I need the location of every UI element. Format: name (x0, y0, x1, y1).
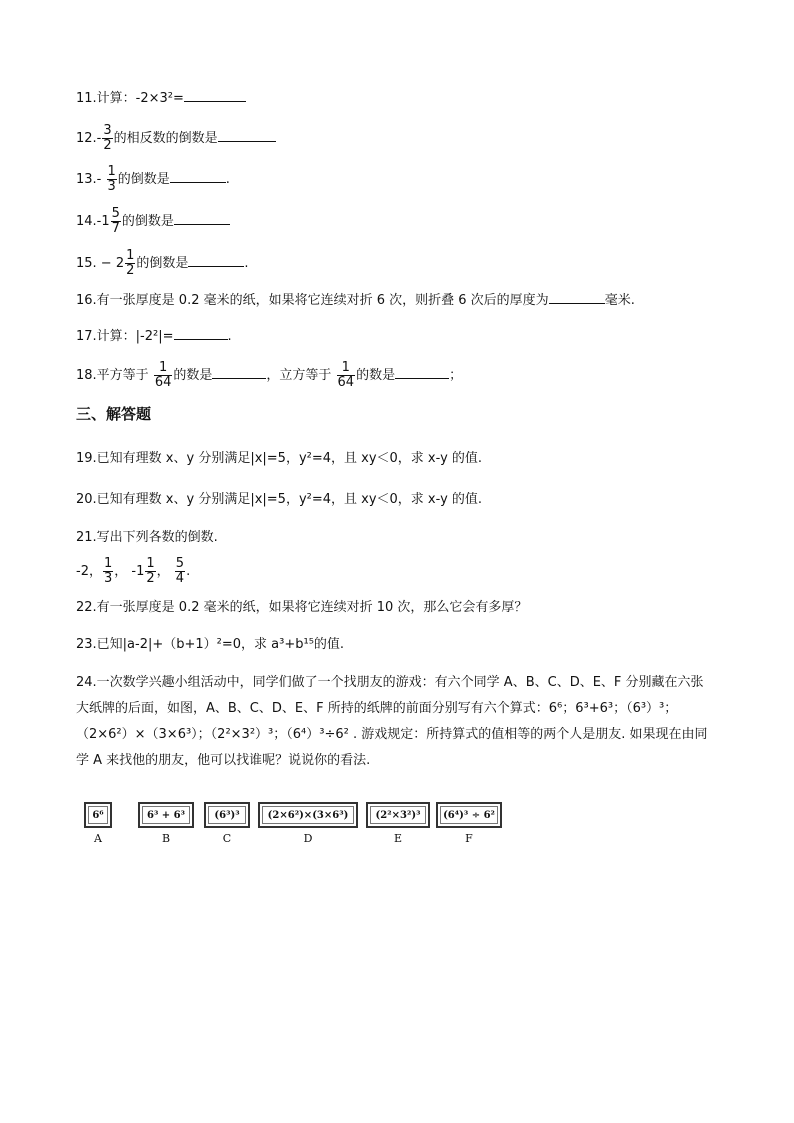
section-title: 三、解答题 (76, 405, 152, 423)
card-b (138, 802, 194, 828)
question-17-text: 17.计算：|-2²|= (76, 329, 174, 344)
fraction (145, 557, 155, 586)
question-12-prefix: 12.- (76, 131, 102, 146)
card-expression: (6⁴)³ ÷ 6² (443, 809, 495, 821)
question-20: 20.已知有理数 x、y 分别满足|x|=5，y²=4，且 xy＜0，求 x-y 的值. (76, 492, 483, 507)
fraction-denominator: 2 (126, 263, 135, 278)
card-label: F (465, 832, 473, 845)
fraction (107, 165, 117, 194)
question-14-suffix: 的倒数是 (121, 214, 174, 229)
question-21: 21.写出下列各数的倒数. (76, 530, 218, 545)
fraction-numerator: 1 (103, 556, 113, 571)
answer-blank (174, 327, 228, 340)
question-24: 24.一次数学兴趣小组活动中，同学们做了一个找朋友的游戏：有六个同学 A、B、C、D、E、F 分别藏在六张大纸牌的后面，如图，A、B、C、D、E、F 所持的纸牌的前面分别写有六个算式：6⁶；6³+6³；（6³）³；（2×6²）×（3×6³）；（2²×3²）³；（6⁴）³÷6² . 游戏规定：所持算式的值相等的两个人是朋友. 如果现在由同学 A 来找他的朋友，他可以找谁呢？说说你的看法. (76, 675, 708, 768)
fraction (102, 124, 112, 153)
question-11-text: 11.计算：-2×3²= (76, 91, 184, 106)
question-19: 19.已知有理数 x、y 分别满足|x|=5，y²=4，且 xy＜0，求 x-y 的值. (76, 451, 483, 466)
fraction-denominator: 4 (175, 571, 185, 586)
question-18-mid1: 的数是 (173, 368, 213, 383)
fraction (111, 207, 121, 236)
question-15-prefix: 15. − 2 (76, 256, 125, 271)
card-d (258, 802, 358, 828)
card-expression: 6³ + 6³ (146, 809, 186, 821)
question-14 (76, 207, 230, 236)
card-label: E (393, 832, 403, 845)
question-16-end: 毫米. (604, 293, 635, 308)
question-18 (76, 361, 462, 390)
question-21-numbers (76, 557, 190, 586)
card-expression: 6⁶ (92, 809, 104, 821)
question-13-end: . (225, 172, 230, 187)
fraction-numerator: 3 (103, 123, 112, 138)
question-13 (76, 165, 230, 194)
card-label: C (222, 832, 232, 845)
number-item: -2， (76, 564, 102, 579)
question-12 (76, 124, 276, 153)
answer-blank (170, 170, 226, 183)
card-e (366, 802, 430, 828)
question-16 (76, 291, 635, 310)
number-separator: ， (156, 564, 174, 579)
fraction-denominator: 64 (154, 375, 172, 390)
card-expression: (2²×3²)³ (375, 809, 421, 821)
fraction-numerator: 1 (341, 360, 350, 375)
card-label: B (161, 832, 171, 845)
fraction (103, 557, 113, 586)
question-13-prefix: 13.- (76, 172, 106, 187)
fraction-numerator: 5 (111, 206, 120, 221)
answer-blank (188, 254, 244, 267)
fraction (175, 557, 185, 586)
card-f (436, 802, 502, 828)
fraction-denominator: 2 (103, 138, 112, 153)
fraction-denominator: 64 (337, 375, 355, 390)
fraction-denominator: 3 (107, 179, 116, 194)
fraction-denominator: 2 (146, 571, 155, 586)
question-13-suffix: 的倒数是 (117, 172, 170, 187)
fraction-numerator: 1 (107, 164, 116, 179)
question-16-text: 16.有一张厚度是 0.2 毫米的纸，如果将它连续对折 6 次，则折叠 6 次后的厚度为 (76, 293, 549, 308)
card-expression: (6³)³ (214, 809, 240, 821)
question-22: 22.有一张厚度是 0.2 毫米的纸，如果将它连续对折 10 次，那么它会有多厚？ (76, 600, 528, 615)
card-label: A (94, 832, 102, 845)
question-12-suffix: 的相反数的倒数是 (113, 131, 218, 146)
question-18-mid2: ，立方等于 (266, 368, 336, 383)
card-label: D (303, 832, 313, 845)
fraction (125, 249, 135, 278)
answer-blank (174, 212, 230, 225)
question-15 (76, 249, 249, 278)
question-15-end: . (244, 256, 249, 271)
fraction (154, 361, 173, 390)
fraction (337, 361, 356, 390)
question-18-prefix: 18.平方等于 (76, 368, 153, 383)
answer-blank (218, 129, 276, 142)
number-separator: ， -1 (114, 564, 145, 579)
fraction-numerator: 1 (158, 360, 168, 375)
card-expression: (2×6²)×(3×6³) (267, 809, 349, 821)
answer-blank (184, 89, 246, 102)
fraction-numerator: 1 (146, 556, 155, 571)
question-17 (76, 327, 232, 346)
fraction-numerator: 1 (126, 248, 135, 263)
fraction-numerator: 5 (175, 556, 185, 571)
fraction-denominator: 7 (111, 221, 120, 236)
question-11 (76, 89, 246, 108)
card-c (204, 802, 250, 828)
answer-blank (549, 291, 605, 304)
answer-blank (212, 366, 266, 379)
question-15-suffix: 的倒数是 (136, 256, 189, 271)
number-end: . (186, 564, 191, 579)
answer-blank (395, 366, 449, 379)
fraction-denominator: 3 (103, 571, 113, 586)
card-a (84, 802, 112, 828)
question-17-end: . (227, 329, 232, 344)
question-23: 23.已知|a-2|+（b+1）²=0，求 a³+b¹⁵的值. (76, 637, 345, 652)
question-14-prefix: 14.-1 (76, 214, 110, 229)
question-18-mid3: 的数是 (356, 368, 396, 383)
question-18-end: ； (449, 368, 463, 383)
